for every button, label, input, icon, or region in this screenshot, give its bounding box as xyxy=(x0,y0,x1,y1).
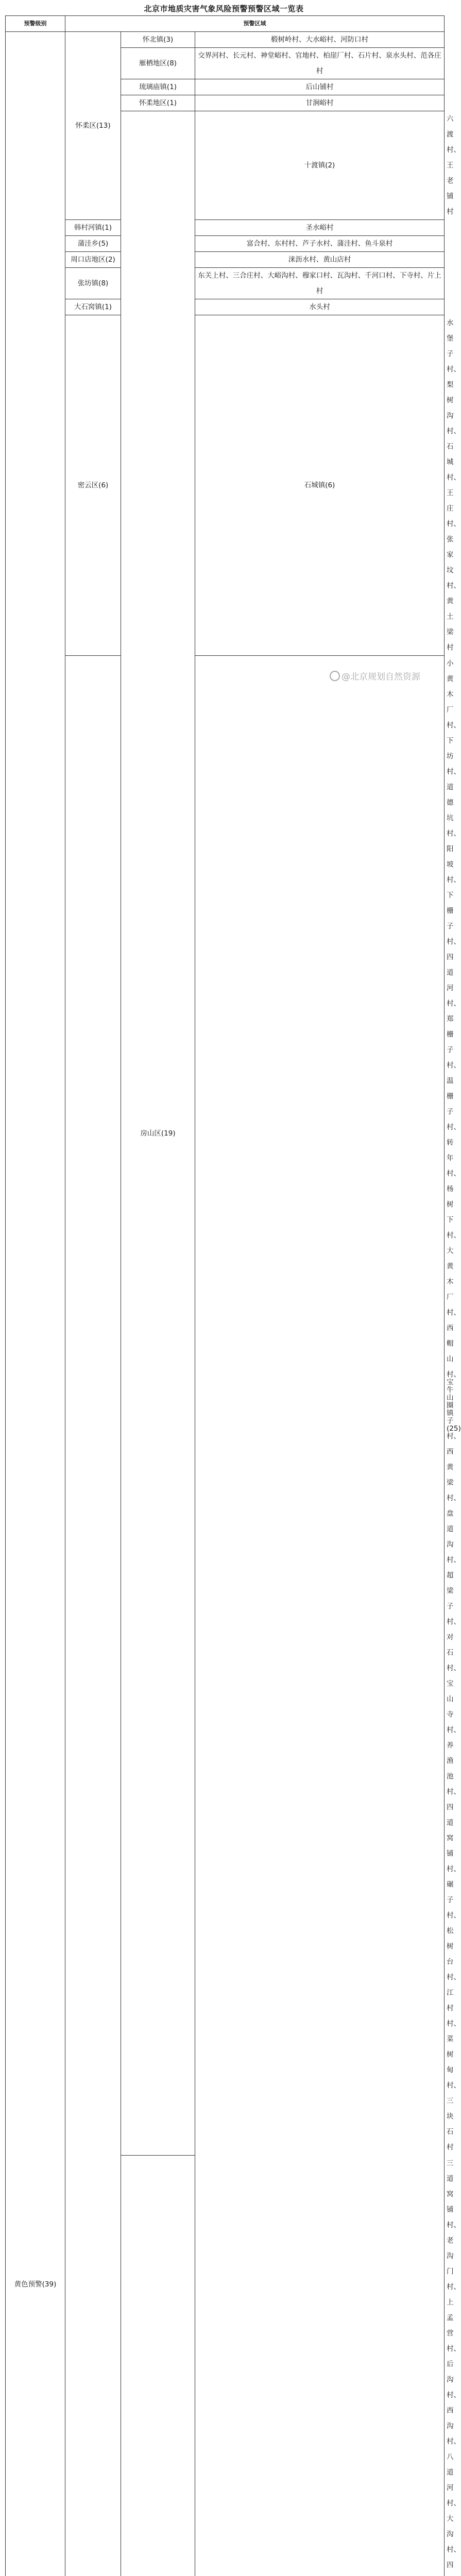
header-region: 预警区域 xyxy=(65,16,445,32)
villages-cell: 后山铺村 xyxy=(195,79,445,95)
district-cell xyxy=(195,656,445,2576)
town-cell: 雁栖地区(8) xyxy=(121,48,195,79)
villages-cell: 甘涧峪村 xyxy=(195,95,445,111)
table-row xyxy=(6,268,445,299)
villages-cell: 圣水峪村 xyxy=(195,220,445,236)
town-cell: 张坊镇(8) xyxy=(65,268,121,299)
villages-cell: 椴树岭村、大水峪村、河防口村 xyxy=(195,32,445,48)
table-row: 密云区(6) 石城镇(6) 水堡子村、梨树沟村、石城村、王庄村、张家坟村、黄土梁村 xyxy=(6,315,445,656)
district-cell: 密云区(6) xyxy=(65,315,121,656)
town-cell xyxy=(121,2156,195,2576)
villages-cell: 涞沥水村、黄山店村 xyxy=(195,252,445,268)
page-title: 北京市地质灾害气象风险预警预警区域一览表 xyxy=(0,3,448,14)
table-row: 宝山镇(25) 小黄木厂村、下坊村、道德坑村、阳坡村、下栅子村、四道河村、郑栅子村、温栅子村、转年村、杨树下村、大黄木厂村、西帽山村、牛圈子村、西黄梁村、盘道沟村、超梁子村、对石村、宝山寺村、养渔池村、四道窝铺村、碾子村、松树台村、江村村、菜树甸村、三块石村 xyxy=(6,656,445,2156)
table-row xyxy=(6,252,445,268)
town-cell: 石城镇(6) xyxy=(195,315,445,656)
header-level: 预警级别 xyxy=(6,16,65,32)
town-cell: 周口店地区(2) xyxy=(65,252,121,268)
town-cell: 大石窝镇(1) xyxy=(65,299,121,315)
warning-region-table xyxy=(5,15,445,2576)
town-cell: 怀柔地区(1) xyxy=(121,95,195,111)
villages-cell: 水头村 xyxy=(195,299,445,315)
villages-cell: 东关上村、三合庄村、大峪沟村、穆家口村、瓦沟村、千河口村、下寺村、片上村 xyxy=(195,268,445,299)
level-cell-yellow: 黄色预警(39) xyxy=(6,32,65,2576)
header-row xyxy=(6,16,445,32)
town-cell: 韩村河镇(1) xyxy=(65,220,121,236)
table-row: 三道窝铺村、老沟门村、上孟营村、后沟村、西沟村、八道河村、大沟村、四 xyxy=(6,2156,445,2576)
town-cell: 怀北镇(3) xyxy=(121,32,195,48)
town-cell: 琉璃庙镇(1) xyxy=(121,79,195,95)
level-cell-blue xyxy=(65,656,121,2576)
table-row xyxy=(6,299,445,315)
watermark-text: @北京规划自然资源 xyxy=(342,672,420,682)
villages-cell: 交界河村、长元村、神堂峪村、官地村、柏崖厂村、石片村、泉水头村、范各庄村 xyxy=(195,48,445,79)
district-cell: 怀柔区(13) xyxy=(65,32,121,220)
watermark xyxy=(330,669,420,682)
table-row xyxy=(6,236,445,252)
table-row xyxy=(6,220,445,236)
table-row xyxy=(6,32,445,48)
table-row: 房山区(19) 十渡镇(2) 六渡村、王老铺村 xyxy=(6,111,445,220)
villages-cell: 富合村、东村村、芦子水村、蒲洼村、鱼斗泉村 xyxy=(195,236,445,252)
town-cell: 十渡镇(2) xyxy=(195,111,445,220)
town-cell: 蒲洼乡(5) xyxy=(65,236,121,252)
weibo-logo-icon xyxy=(330,671,340,681)
district-cell: 房山区(19) xyxy=(121,111,195,2156)
